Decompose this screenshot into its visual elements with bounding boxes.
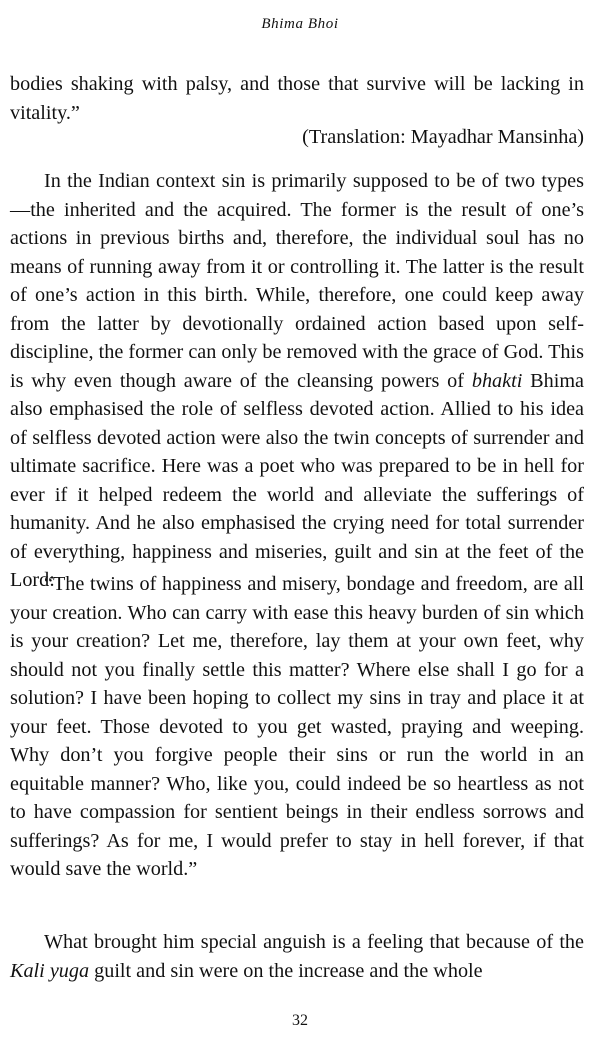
paragraph-text: What brought him special anguish is a feeling that because of the [44, 931, 584, 953]
continued-paragraph: bodies shaking with palsy, and those that survive will be lacking in vitality.” [10, 73, 584, 124]
italic-term: Kali yuga [10, 959, 90, 982]
page-number: 32 [292, 1012, 308, 1029]
italic-term: bhakti [471, 369, 523, 392]
running-header: Bhima Bhoi [261, 16, 339, 32]
paragraph-text: guilt and sin were on the increase and the whole [89, 959, 483, 982]
quoted-paragraph: “The twins of happiness and misery, bondage and freedom, are all your creation. Who can carry with ease this heavy burden of sin which is your creation? Let me, therefore, lay them at your own feet, why should not you finally settle this matter? Where else shall I go for a solution? I have been hoping to collect my sins in tray and place it at your feet. Those devoted to you get wasted, praying and weeping. Why don’t you forgive people their sins or run the world in an equitable manner? Who, like you, could indeed be so heartless as not to have compassion for sentient beings in their endless sorrows and sufferings? As for me, I would prefer to stay in hell forever, if that would save the world.” [10, 573, 584, 880]
translation-attribution: (Translation: Mayadhar Mansinha) [302, 126, 584, 148]
paragraph-text: In the Indian context sin is primarily supposed to be of two types—the inherited and the acquired. The former is the result of one’s actions in previous births and, therefore, the individual soul has no means of running away from it or controlling it. The latter is the result of one’s action in this birth. While, therefore, one could keep away from the latter by devotionally ordained action based upon self-discipline, the former can only be removed with the grace of God. This is why even though aware of the cleansing powers of [10, 170, 584, 392]
paragraph-kali-yuga [10, 928, 584, 985]
paragraph-text: Bhima also emphasised the role of selfless devoted action. Allied to his idea of selfless devoted action were also the twin concepts of surrender and ultimate sacrifice. Here was a poet who was prepared to be in hell for ever if it helped redeem the world and alleviate the sufferings of humanity. And he also emphasised the crying need for total surrender of everything, happiness and miseries, guilt and sin at the feet of the Lord: [10, 369, 584, 591]
paragraph-sin-types [10, 167, 584, 595]
